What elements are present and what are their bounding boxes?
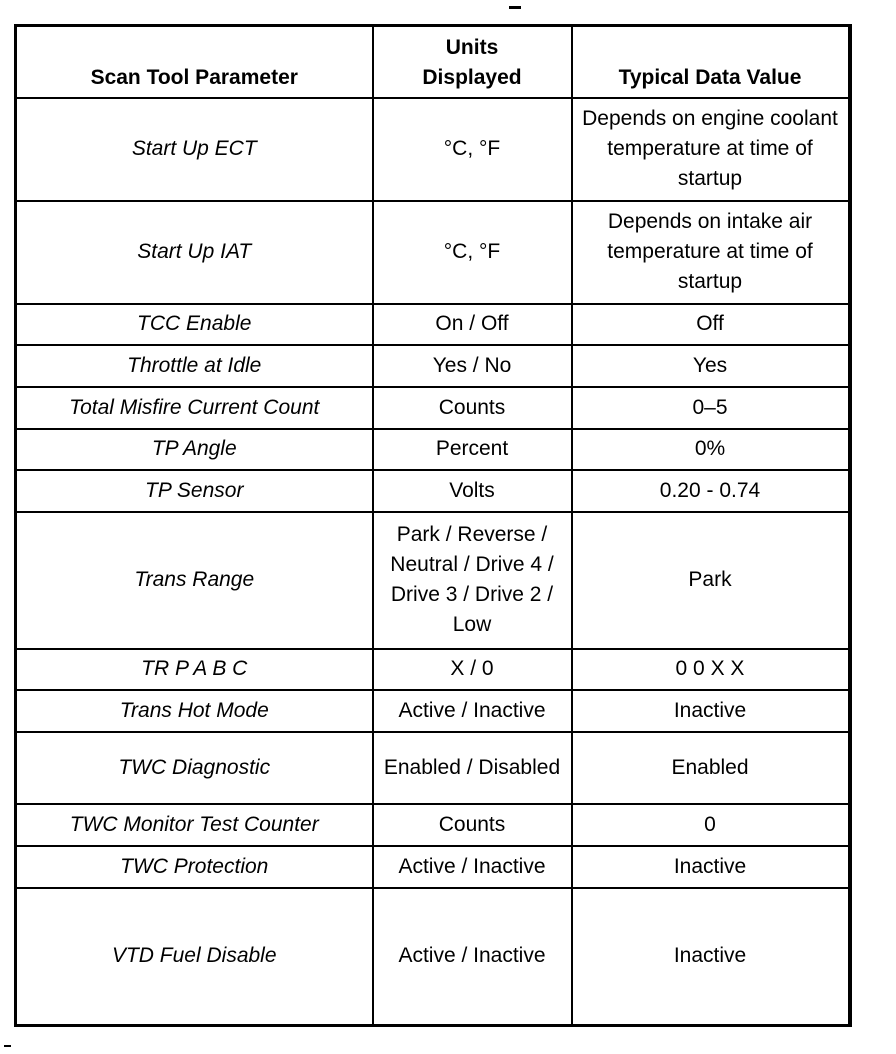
parameter-cell: TWC Monitor Test Counter: [16, 804, 373, 846]
units-cell: Volts: [373, 470, 572, 512]
typical-value-cell: Inactive: [572, 690, 850, 732]
parameter-cell: Trans Range: [16, 512, 373, 649]
parameter-cell: TR P A B C: [16, 649, 373, 690]
units-cell: Active / Inactive: [373, 846, 572, 888]
parameter-cell: Total Misfire Current Count: [16, 387, 373, 429]
units-cell: Park / Reverse / Neutral / Drive 4 / Drive 3 / Drive 2 / Low: [373, 512, 572, 649]
units-cell: Percent: [373, 429, 572, 470]
table-row: [16, 387, 850, 429]
units-cell: Active / Inactive: [373, 888, 572, 1026]
bottom-scan-mark: [4, 1045, 11, 1047]
units-cell: Counts: [373, 387, 572, 429]
parameter-cell: TWC Diagnostic: [16, 732, 373, 804]
top-scan-mark: [509, 6, 521, 9]
typical-value-cell: Inactive: [572, 846, 850, 888]
units-cell: X / 0: [373, 649, 572, 690]
header-typical-data-value: Typical Data Value: [572, 26, 850, 98]
typical-value-cell: Off: [572, 304, 850, 345]
table-row: [16, 429, 850, 470]
typical-value-cell: 0.20 - 0.74: [572, 470, 850, 512]
header-units-displayed: [373, 26, 572, 98]
typical-value-cell: 0: [572, 804, 850, 846]
table-row: [16, 690, 850, 732]
parameter-cell: Start Up ECT: [16, 98, 373, 201]
parameter-cell: TP Sensor: [16, 470, 373, 512]
header-units-line2: Displayed: [422, 65, 522, 89]
scan-tool-parameter-table: [14, 24, 852, 1027]
table-row: [16, 201, 850, 304]
parameter-cell: Trans Hot Mode: [16, 690, 373, 732]
typical-value-cell: Yes: [572, 345, 850, 387]
units-cell: °C, °F: [373, 98, 572, 201]
table-row: [16, 98, 850, 201]
table-header-row: [16, 26, 850, 98]
table-row: [16, 649, 850, 690]
parameter-cell: TWC Protection: [16, 846, 373, 888]
units-cell: On / Off: [373, 304, 572, 345]
units-cell: Enabled / Disabled: [373, 732, 572, 804]
table-row: [16, 732, 850, 804]
table-row: [16, 846, 850, 888]
table-row: [16, 304, 850, 345]
typical-value-cell: Park: [572, 512, 850, 649]
parameter-cell: Start Up IAT: [16, 201, 373, 304]
units-cell: Counts: [373, 804, 572, 846]
header-scan-tool-parameter: Scan Tool Parameter: [16, 26, 373, 98]
header-units-line1: Units: [445, 35, 499, 59]
typical-value-cell: Depends on intake air temperature at time of startup: [572, 201, 850, 304]
parameter-cell: TCC Enable: [16, 304, 373, 345]
parameter-cell: VTD Fuel Disable: [16, 888, 373, 1026]
table-row: [16, 345, 850, 387]
units-cell: Yes / No: [373, 345, 572, 387]
typical-value-cell: Enabled: [572, 732, 850, 804]
units-cell: °C, °F: [373, 201, 572, 304]
typical-value-cell: Depends on engine coolant temperature at time of startup: [572, 98, 850, 201]
parameter-cell: TP Angle: [16, 429, 373, 470]
typical-value-cell: Inactive: [572, 888, 850, 1026]
typical-value-cell: 0%: [572, 429, 850, 470]
table-row: [16, 888, 850, 1026]
typical-value-cell: 0–5: [572, 387, 850, 429]
table-row: [16, 470, 850, 512]
table-row: [16, 804, 850, 846]
units-cell: Active / Inactive: [373, 690, 572, 732]
typical-value-cell: 0 0 X X: [572, 649, 850, 690]
parameter-cell: Throttle at Idle: [16, 345, 373, 387]
table-row: [16, 512, 850, 649]
